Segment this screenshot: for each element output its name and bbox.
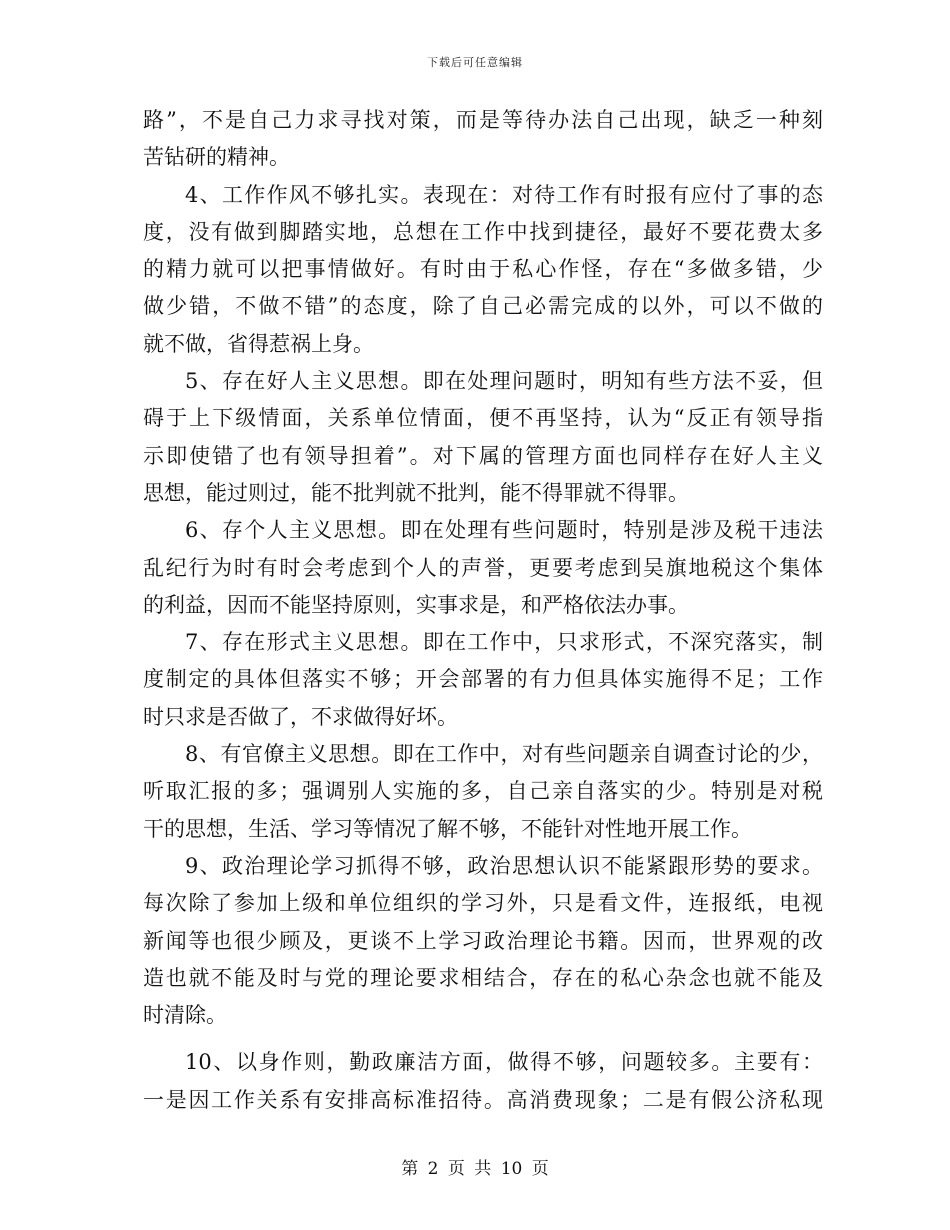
paragraph-5-line: 5、存在好人主义思想。即在处理问题时，明知有些方法不妥，但 (185, 369, 823, 394)
text-line: 做少错，不做不错”的态度，除了自己必需完成的以外，可以不做的 (143, 294, 823, 319)
body-text (143, 102, 823, 1119)
text-line: 干的思想，生活、学习等情况了解不够，不能针对性地开展工作。 (143, 816, 752, 841)
paragraph-8-line: 8、有官僚主义思想。即在工作中，对有些问题亲自调查讨论的少， (185, 742, 823, 767)
text-line: 一是因工作关系有安排高标准招待。高消费现象；二是有假公济私现 (143, 1087, 823, 1112)
text-line: 听取汇报的多；强调别人实施的多，自己亲自落实的少。特别是对税 (143, 779, 823, 804)
paragraph-9-line: 9、政治理论学习抓得不够，政治思想认识不能紧跟形势的要求。 (185, 853, 823, 878)
text-line: 新闻等也很少顾及，更谈不上学习政治理论书籍。因而，世界观的改 (143, 928, 823, 953)
text-line: 碍于上下级情面，关系单位情面，便不再坚持，认为“反正有领导指 (143, 406, 823, 431)
text-line: 路”，不是自己力求寻找对策，而是等待办法自己出现，缺乏一种刻 (143, 108, 823, 132)
text-line: 时只求是否做了，不求做得好坏。 (143, 704, 458, 729)
text-line: 乱纪行为时有时会考虑到个人的声誉，更要考虑到吴旗地税这个集体 (143, 555, 823, 580)
paragraph-4-line: 4、工作作风不够扎实。表现在：对待工作有时报有应付了事的态 (185, 182, 823, 207)
text-line: 的精力就可以把事情做好。有时由于私心作怪，存在“多做多错，少 (143, 257, 823, 282)
text-line: 示即使错了也有领导担着”。对下属的管理方面也同样存在好人主义 (143, 443, 823, 468)
text-line: 就不做，省得惹祸上身。 (143, 331, 374, 356)
text-line: 时清除。 (143, 1003, 227, 1028)
text-line: 度制定的具体但落实不够；开会部署的有力但具体实施得不足；工作 (143, 667, 823, 692)
paragraph-7-line: 7、存在形式主义思想。即在工作中，只求形式，不深究落实，制 (185, 630, 823, 655)
page-footer: 第 2 页 共 10 页 (401, 1159, 549, 1179)
text-line: 每次除了参加上级和单位组织的学习外，只是看文件，连报纸，电视 (143, 891, 823, 916)
paragraph-10-line: 10、以身作则，勤政廉洁方面，做得不够，问题较多。主要有： (185, 1050, 823, 1075)
text-line: 苦钻研的精神。 (143, 145, 290, 170)
paragraph-6-line: 6、存个人主义思想。即在处理有些问题时，特别是涉及税干违法 (185, 518, 823, 543)
text-line: 思想，能过则过，能不批判就不批判，能不得罪就不得罪。 (143, 480, 689, 505)
text-line: 的利益，因而不能坚持原则，实事求是，和严格依法办事。 (143, 592, 689, 617)
text-line: 度，没有做到脚踏实地，总想在工作中找到捷径，最好不要花费太多 (143, 219, 823, 244)
page-header: 下载后可任意编辑 (427, 56, 523, 69)
text-line: 造也就不能及时与党的理论要求相结合，存在的私心杂念也就不能及 (143, 965, 823, 990)
